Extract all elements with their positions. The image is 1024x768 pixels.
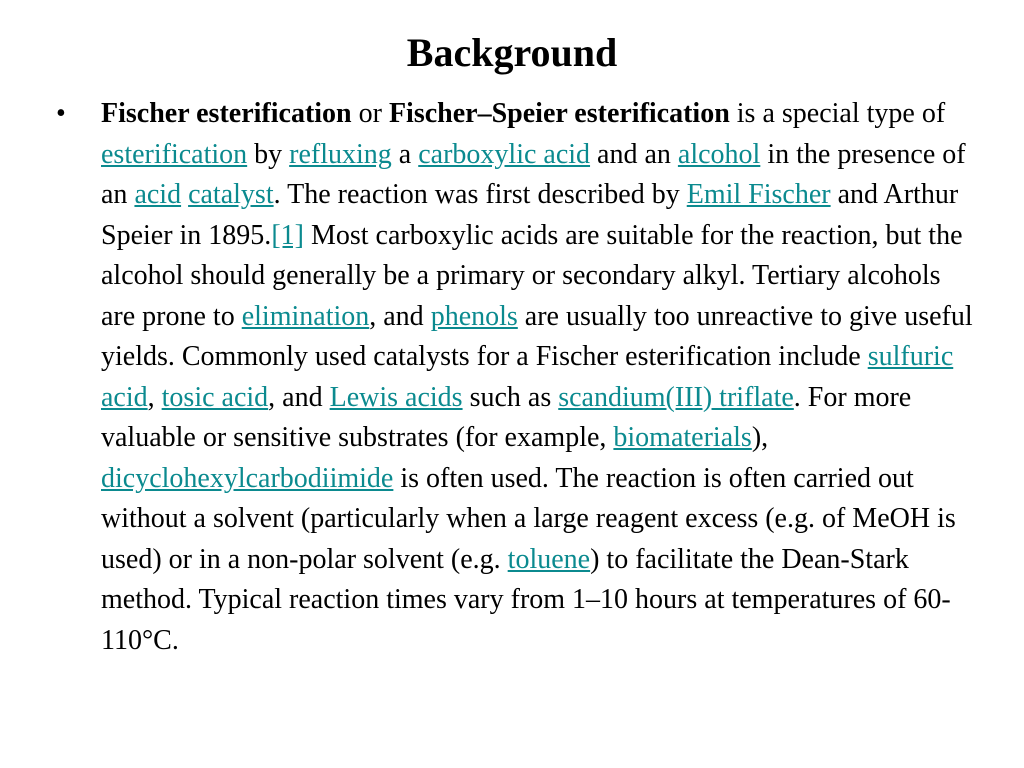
- bullet-paragraph: [101, 94, 976, 661]
- text-run: in the presence of an: [101, 138, 966, 210]
- bullet-marker: •: [56, 98, 66, 129]
- text-run: Most carboxylic acids are suitable for the reaction, but the alcohol should generally be a primary or secondary alkyl. Tertiary alcohols are prone to: [101, 219, 963, 332]
- text-run: and an: [590, 138, 678, 170]
- text-run: such as: [462, 381, 559, 413]
- link-elimination[interactable]: elimination: [241, 300, 370, 332]
- link-phenols[interactable]: phenols: [430, 300, 518, 332]
- link-sulfuric-acid[interactable]: sulfuric acid: [101, 341, 954, 413]
- bold-term: Fischer–Speier esterification: [388, 98, 730, 129]
- link-toluene[interactable]: toluene: [507, 543, 591, 575]
- link-refluxing[interactable]: refluxing: [289, 138, 392, 170]
- link-dicyclohexylcarbodiimide[interactable]: dicyclohexylcarbodiimide: [101, 462, 394, 494]
- text-run: or: [351, 98, 389, 129]
- link-1[interactable]: [1]: [271, 219, 304, 251]
- link-emil-fischer[interactable]: Emil Fischer: [686, 179, 831, 210]
- text-run: , and: [369, 300, 431, 332]
- link-biomaterials[interactable]: biomaterials: [613, 422, 752, 453]
- slide-title: Background: [406, 30, 618, 75]
- text-run: . For more valuable or sensitive substrates (for example,: [101, 381, 912, 453]
- text-run: ) to facilitate the Dean-Stark method. Typical reaction times vary from 1–10 hours at temperatures of 60-110°C.: [101, 543, 951, 656]
- link-catalyst[interactable]: catalyst: [188, 179, 274, 210]
- text-run: are usually too unreactive to give useful yields. Commonly used catalysts for a Fischer esterification include: [101, 300, 973, 372]
- link-alcohol[interactable]: alcohol: [677, 138, 761, 170]
- link-esterification[interactable]: esterification: [101, 138, 248, 170]
- text-run: and Arthur Speier in 1895.: [101, 179, 959, 251]
- text-run: by: [247, 138, 290, 170]
- link-scandium-iii-triflate[interactable]: scandium(III) triflate: [558, 381, 794, 413]
- text-run: is often used. The reaction is often carried out without a solvent (particularly when a large reagent excess (e.g. of MeOH is used) or in a non-polar solvent (e.g.: [101, 462, 956, 575]
- link-tosic-acid[interactable]: tosic acid: [161, 381, 269, 413]
- text-run: ,: [147, 381, 162, 413]
- text-run: . The reaction was first described by: [273, 179, 687, 210]
- text-run: a: [391, 138, 419, 170]
- link-acid[interactable]: acid: [134, 179, 182, 210]
- link-lewis-acids[interactable]: Lewis acids: [329, 381, 463, 413]
- text-run: , and: [268, 381, 330, 413]
- bold-term: Fischer esterification: [101, 98, 352, 129]
- link-carboxylic-acid[interactable]: carboxylic acid: [418, 138, 591, 170]
- text-run: is a special type of: [729, 98, 946, 129]
- text-run: ),: [751, 422, 769, 453]
